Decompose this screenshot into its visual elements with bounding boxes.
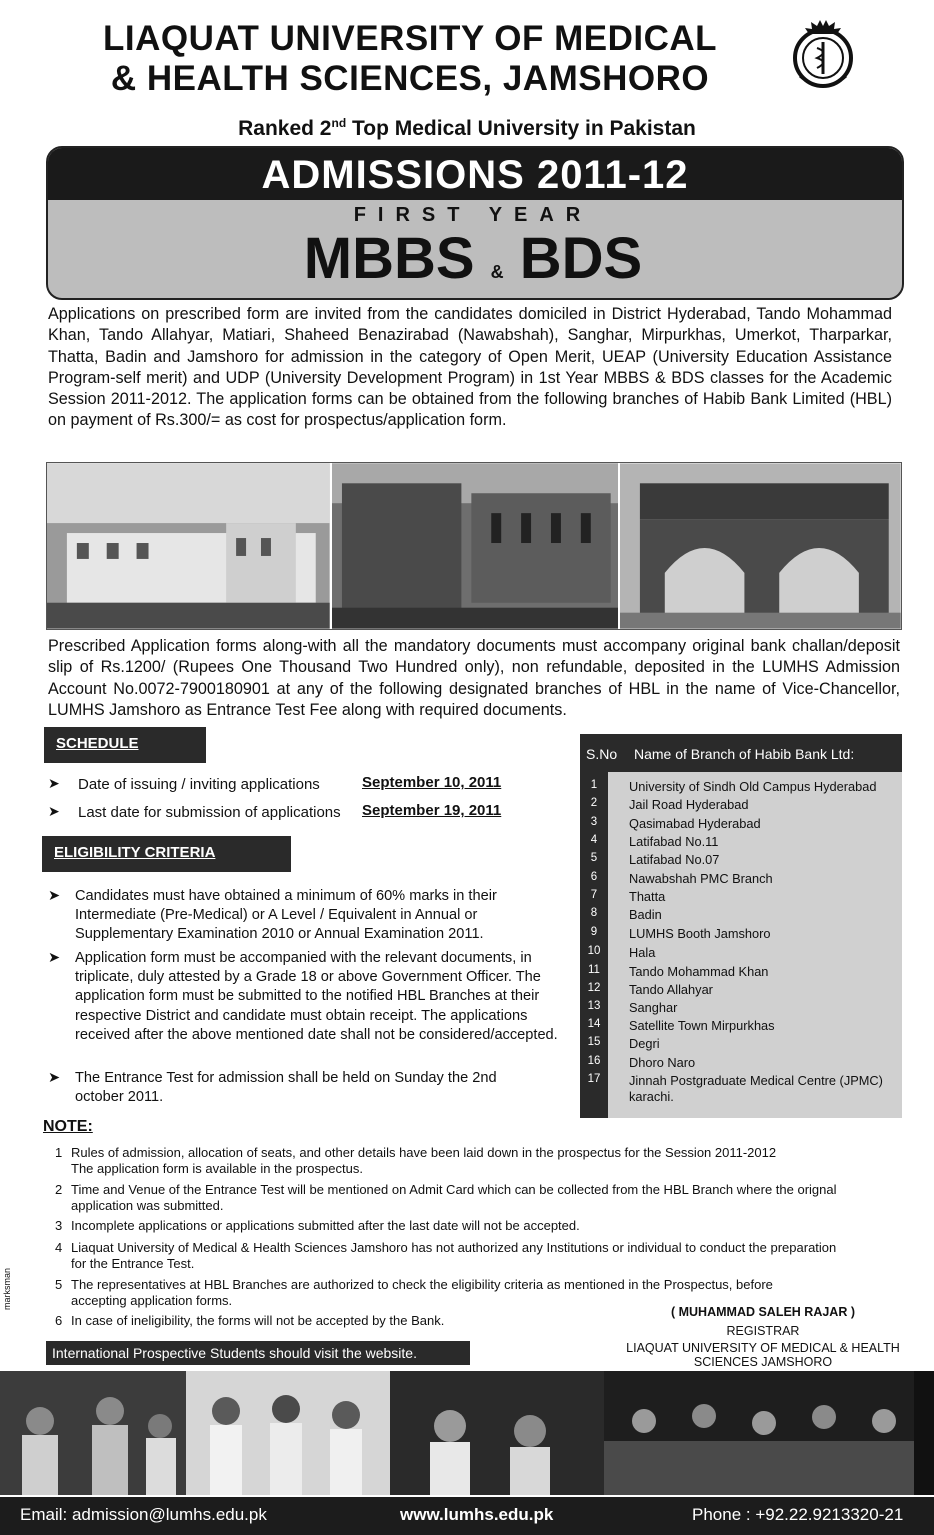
note-number: 1 <box>55 1145 63 1160</box>
arrow-bullet-icon: ➤ <box>48 775 60 791</box>
branches-table <box>580 734 902 1118</box>
table-row: 12 Tando Allahyar <box>587 982 713 997</box>
note-item: The representatives at HBL Branches are authorized to check the eligibility criteria as mentioned in the Prospectus, before accepting application forms. <box>71 1277 773 1308</box>
note-item: In case of ineligibility, the forms will not be accepted by the Bank. <box>71 1313 445 1328</box>
first-year-label: FIRST YEAR <box>353 204 593 226</box>
note-item: Liaquat University of Medical & Health Sciences Jamshoro has not authorized any Institutions or individual to conduct the preparation for the Entrance Test. <box>71 1240 837 1271</box>
fee-paragraph: Prescribed Application forms along-with all the mandatory documents must accompany original bank challan/deposit slip of Rs.1200/ (Rupees One Thousand Two Hundred only), non refundable, deposited in the LUMHS Admission Account No.0072-7900180901 at any of the following designated branches of HBL in the name of Vice-Chancellor, LUMHS Jamshoro as Entrance Test Fee along with required documents. <box>48 637 900 719</box>
arrow-bullet-icon: ➤ <box>48 950 61 966</box>
table-row: 3 Qasimabad Hyderabad <box>590 816 761 831</box>
schedule-heading: SCHEDULE <box>44 727 206 763</box>
table-row: 11 Tando Mohammad Khan <box>588 964 769 979</box>
table-row: 2 Jail Road Hyderabad <box>590 797 749 812</box>
note-number: 6 <box>55 1313 63 1328</box>
footer-website[interactable]: www.lumhs.edu.pk <box>400 1505 554 1524</box>
registrar-org-line2: SCIENCES JAMSHORO <box>693 1355 833 1369</box>
campus-building-photo <box>47 463 332 629</box>
agency-credit: marksman <box>2 1267 12 1310</box>
eligibility-item: Application form must be accompanied with the relevant documents, in triplicate, duly attested by a Grade 18 or above Government Officer. The application form must be submitted to the notified HBL Branches at their respective District and candidate must obtain receipt. The applications received after the above mentioned date shall not be considered/accepted. <box>75 950 558 1043</box>
table-row: 10 Hala <box>587 945 656 960</box>
note-item: Time and Venue of the Entrance Test will be mentioned on Admit Card which can be collected from the HBL Branch where the orignal application was submitted. <box>71 1182 837 1213</box>
arrow-bullet-icon: ➤ <box>48 803 60 819</box>
students-photo <box>186 1371 390 1495</box>
table-row: 8 Badin <box>590 907 662 922</box>
campus-gate-photo <box>620 463 901 629</box>
col-sno: S.No <box>586 746 618 762</box>
note-number: 2 <box>55 1182 63 1197</box>
note-number: 5 <box>55 1277 63 1292</box>
schedule-item-label: Last date for submission of applications <box>78 804 341 821</box>
international-students-note: International Prospective Students should visit the website. <box>46 1341 470 1365</box>
university-name-line1: LIAQUAT UNIVERSITY OF MEDICAL <box>102 19 718 58</box>
graduates-photo <box>604 1371 914 1495</box>
table-row: 15 Degri <box>587 1036 660 1051</box>
university-emblem-icon <box>788 16 858 96</box>
registrar-org-line1: LIAQUAT UNIVERSITY OF MEDICAL & HEALTH <box>626 1341 900 1355</box>
registrar-name: ( MUHAMMAD SALEH RAJAR ) <box>670 1305 855 1319</box>
note-item: Rules of admission, allocation of seats, and other details have been laid down in the prospectus for the Session 2011-2012 The application form is available in the prospectus. <box>71 1145 777 1176</box>
schedule-item-date: September 10, 2011 <box>362 774 502 791</box>
note-heading: NOTE: <box>43 1118 93 1135</box>
admissions-title: ADMISSIONS 2011-12 <box>48 148 902 200</box>
note-number: 4 <box>55 1240 63 1255</box>
arrow-bullet-icon: ➤ <box>48 888 61 904</box>
table-row: 14 Satellite Town Mirpurkhas <box>587 1018 775 1033</box>
campus-brick-building-photo <box>332 463 621 629</box>
table-row: 1 University of Sindh Old Campus Hyderabad <box>590 779 877 794</box>
table-row: karachi. <box>629 1089 674 1104</box>
note-number: 3 <box>55 1218 63 1233</box>
programs-title: MBBS & BDS <box>303 226 643 291</box>
eligibility-item: Candidates must have obtained a minimum of 60% marks in their Intermediate (Pre-Medical) or A Level / Equivalent in Annual or Supplementary Examination 2010 or Annual Examination 2011. <box>75 888 497 943</box>
footer-phone: Phone : +92.22.9213320-21 <box>692 1505 904 1524</box>
table-row: 17 Jinnah Postgraduate Medical Centre (JPMC) <box>587 1073 883 1088</box>
table-row: 7 Thatta <box>590 889 666 904</box>
eligibility-item: The Entrance Test for admission shall be held on Sunday the 2nd october 2011. <box>75 1070 497 1106</box>
schedule-item-date: September 19, 2011 <box>362 802 502 819</box>
table-row: 13 Sanghar <box>587 1000 678 1015</box>
registrar-title: REGISTRAR <box>726 1324 800 1338</box>
table-row: 9 LUMHS Booth Jamshoro <box>590 926 771 941</box>
schedule-item-label: Date of issuing / inviting applications <box>78 776 320 793</box>
table-row: 16 Dhoro Naro <box>587 1055 696 1070</box>
university-name-line2: & HEALTH SCIENCES, JAMSHORO <box>110 59 710 98</box>
student-photos <box>0 1371 934 1495</box>
footer-bar <box>0 1497 934 1535</box>
table-row: 6 Nawabshah PMC Branch <box>590 871 773 886</box>
note-item: Incomplete applications or applications submitted after the last date will not be accepted. <box>71 1218 580 1233</box>
footer-email[interactable]: Email: admission@lumhs.edu.pk <box>20 1505 267 1524</box>
students-photo <box>0 1371 186 1495</box>
branches-table-header <box>580 734 902 772</box>
eligibility-heading: ELIGIBILITY CRITERIA <box>42 836 291 872</box>
table-row: 5 Latifabad No.07 <box>590 852 720 867</box>
arrow-bullet-icon: ➤ <box>48 1070 61 1086</box>
col-branch-name: Name of Branch of Habib Bank Ltd: <box>634 746 855 762</box>
ranking-tagline: Ranked 2nd Top Medical University in Pakistan <box>238 116 696 140</box>
intro-paragraph: Applications on prescribed form are invited from the candidates domiciled in District Hyderabad, Tando Mohammad Khan, Tando Allahyar, Matiari, Shaheed Benazirabad (Nawabshah), Sanghar, Mirpurkhas, Umerkot, Tharparkar, Thatta, Badin and Jamshoro for admission in the category of Open Merit, UEAP (University Education Assistance Program-self merit) and UDP (University Development Program) in 1st Year MBBS & BDS classes for the Academic Session 2011-2012. The application forms can be obtained from the following branches of Habib Bank Limited (HBL) on payment of Rs.300/= as cost for prospectus/application form. <box>48 305 892 430</box>
students-photo <box>390 1371 604 1495</box>
table-row: 4 Latifabad No.11 <box>590 834 719 849</box>
campus-photos <box>46 462 902 630</box>
